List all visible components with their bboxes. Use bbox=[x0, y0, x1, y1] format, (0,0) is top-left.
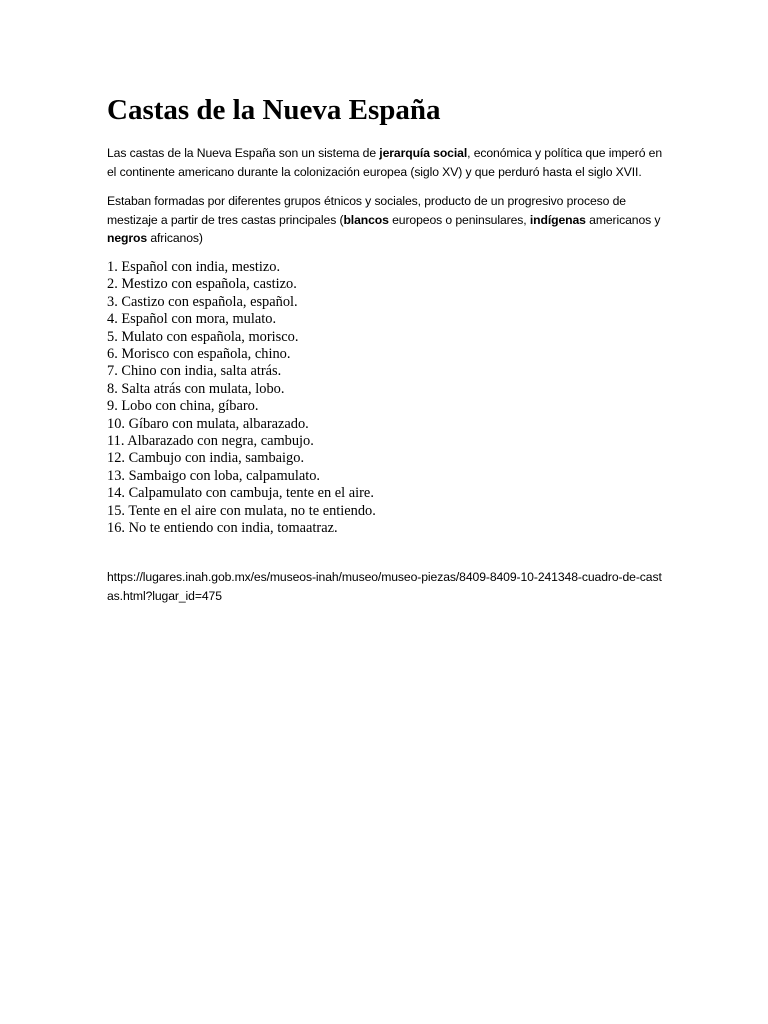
list-item: 9. Lobo con china, gíbaro. bbox=[107, 398, 259, 415]
list-item: 1. Español con india, mestizo. bbox=[107, 258, 281, 275]
origins-text-1: Estaban formadas por diferentes grupos étnicos y sociales, producto de un progresivo proceso de mestizaje a partir de tres castas principales ( bbox=[107, 194, 626, 227]
list-item: 14. Calpamulato con cambuja, tente en el aire. bbox=[107, 485, 374, 502]
list-item: 11. Albarazado con negra, cambujo. bbox=[107, 433, 314, 450]
origins-text-4: africanos) bbox=[147, 231, 203, 246]
origins-bold-blancos: blancos bbox=[343, 212, 389, 227]
origins-bold-indigenas: indígenas bbox=[529, 212, 586, 227]
page-title: Castas de la Nueva España bbox=[107, 94, 441, 126]
document-page bbox=[107, 92, 667, 606]
origins-text-3: americanos y bbox=[585, 212, 661, 227]
list-item: 4. Español con mora, mulato. bbox=[107, 311, 277, 328]
list-item: 13. Sambaigo con loba, calpamulato. bbox=[107, 467, 321, 484]
intro-paragraph bbox=[107, 144, 667, 181]
list-item: 8. Salta atrás con mulata, lobo. bbox=[107, 380, 285, 397]
list-item: 6. Morisco con española, chino. bbox=[107, 346, 291, 362]
intro-bold-term: jerarquía social bbox=[379, 146, 468, 160]
list-item: 2. Mestizo con española, castizo. bbox=[107, 276, 297, 293]
origins-text-2: europeos o peninsulares, bbox=[388, 212, 530, 227]
origins-paragraph bbox=[107, 192, 667, 248]
castes-list bbox=[107, 259, 667, 538]
intro-text-end: , económica y política que imperó en el continente americano durante la colonización europea (siglo XV) y que perduró hasta el siglo XVII. bbox=[107, 146, 663, 179]
list-item: 15. Tente en el aire con mulata, no te entiendo. bbox=[107, 502, 376, 519]
list-item: 5. Mulato con española, morisco. bbox=[107, 328, 299, 345]
intro-text-start: Las castas de la Nueva España son un sistema de bbox=[107, 146, 380, 160]
origins-bold-negros: negros bbox=[107, 231, 148, 246]
list-item: 16. No te entiendo con india, tomaatraz. bbox=[107, 520, 338, 537]
source-url: https://lugares.inah.gob.mx/es/museos-inah/museo/museo-piezas/8409-8409-10-241348-cuadro-de-castas.html?lugar_id=475 bbox=[107, 570, 662, 604]
list-item: 7. Chino con india, salta atrás. bbox=[107, 363, 282, 380]
list-item: 12. Cambujo con india, sambaigo. bbox=[107, 450, 305, 467]
list-item: 10. Gíbaro con mulata, albarazado. bbox=[107, 415, 309, 432]
list-item: 3. Castizo con española, español. bbox=[107, 293, 298, 310]
